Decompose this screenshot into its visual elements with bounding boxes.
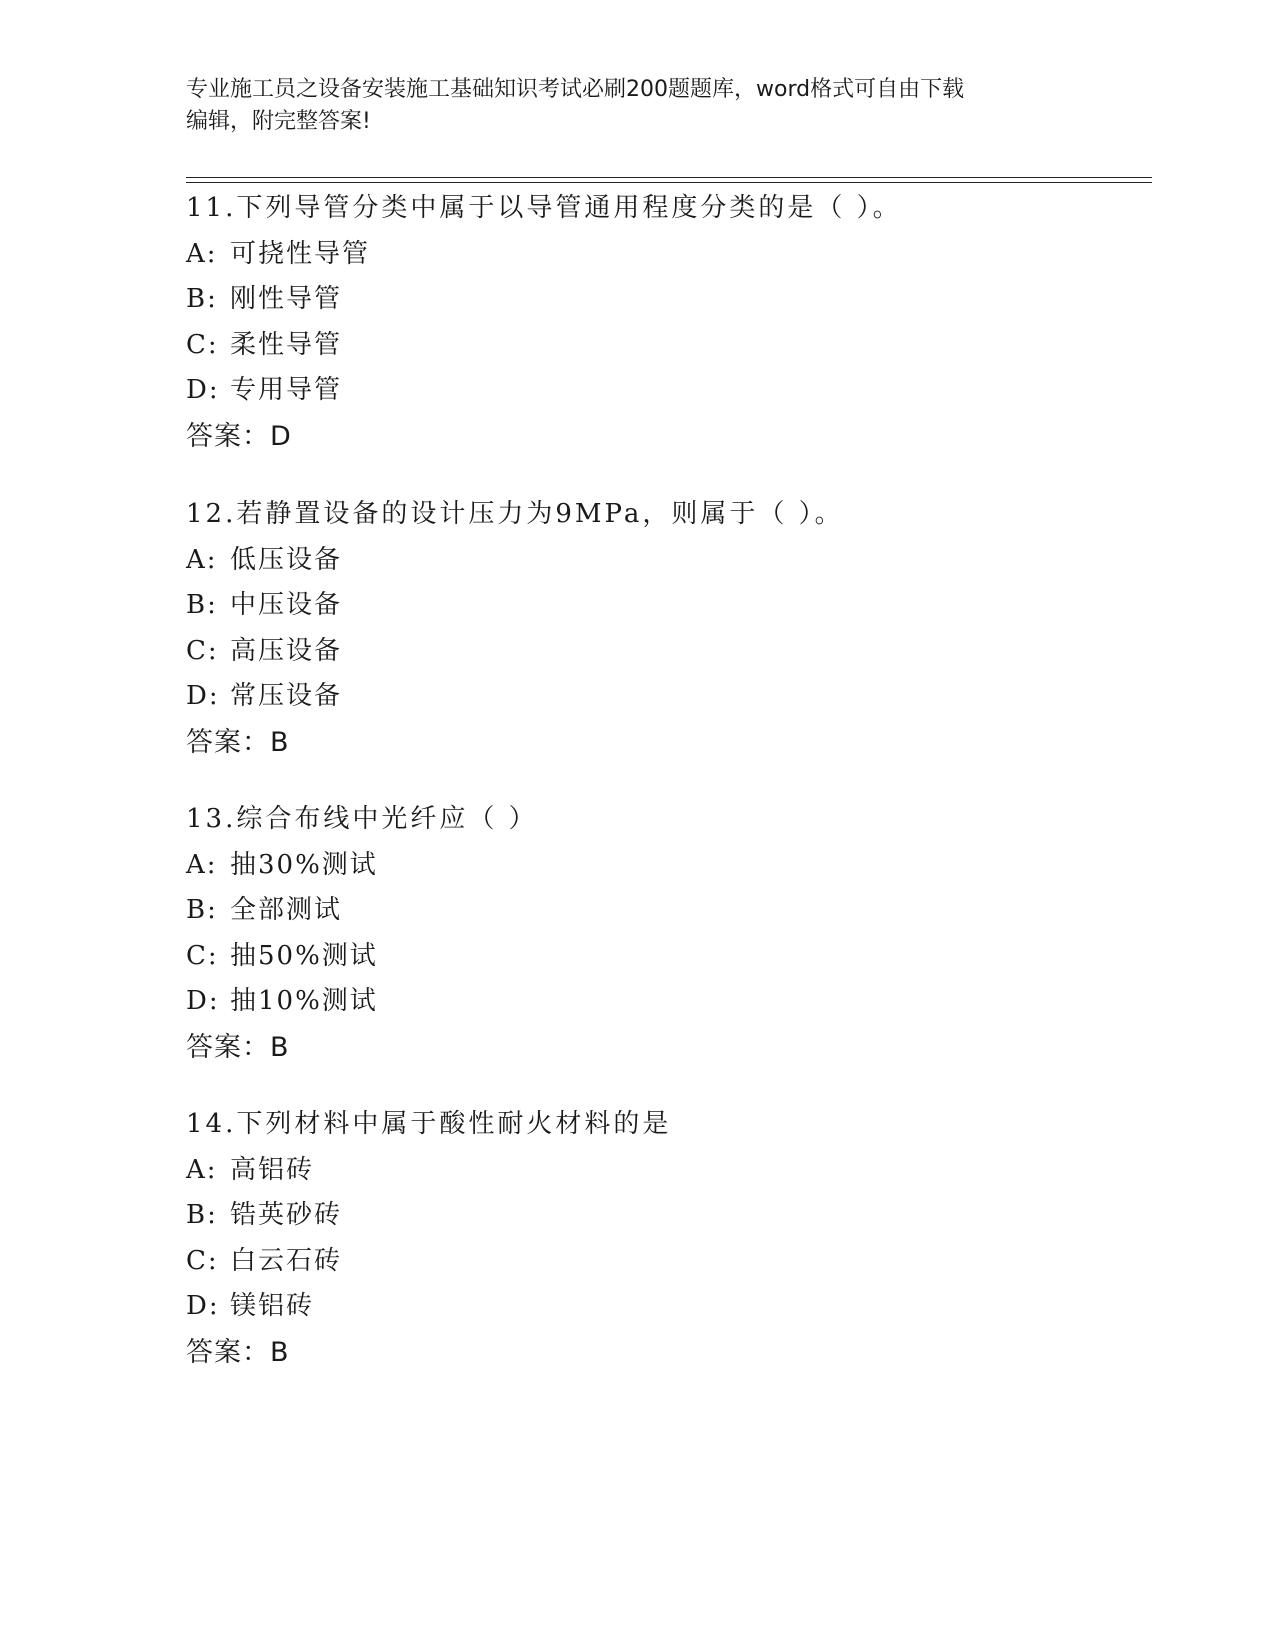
header-divider-bottom	[186, 182, 1152, 183]
option-a	[186, 843, 1146, 889]
option-text: 刚性导管	[230, 284, 343, 314]
question-stem: 13.综合布线中光纤应（ ）	[186, 804, 538, 834]
answer-line: 答案：D	[186, 420, 292, 452]
option-c	[186, 934, 1146, 980]
option-letter: C:	[186, 940, 219, 971]
option-text: 镁铝砖	[230, 1291, 315, 1321]
option-c	[186, 629, 1146, 675]
option-text: 抽10%测试	[230, 986, 378, 1016]
option-a	[186, 232, 1146, 278]
option-letter: B:	[186, 284, 218, 314]
option-c	[186, 323, 1146, 369]
option-b	[186, 888, 1146, 934]
option-d	[186, 1284, 1146, 1330]
option-text: 柔性导管	[230, 329, 343, 360]
option-letter: C:	[186, 1245, 219, 1276]
option-letter: C:	[186, 329, 219, 360]
header-title-line-2: 编辑，附完整答案!	[186, 109, 371, 134]
question-13	[186, 797, 1146, 1070]
option-letter: B:	[186, 1200, 218, 1230]
option-letter: D:	[186, 1291, 220, 1321]
option-letter: A:	[186, 238, 218, 269]
question-11	[186, 186, 1146, 459]
option-text: 白云石砖	[230, 1245, 343, 1276]
option-b	[186, 277, 1146, 323]
option-letter: A:	[186, 544, 218, 575]
option-letter: B:	[186, 895, 218, 925]
question-12	[186, 492, 1146, 765]
option-text: 高铝砖	[230, 1154, 315, 1185]
option-letter: A:	[186, 849, 218, 880]
option-text: 抽50%测试	[230, 940, 378, 971]
option-text: 锆英砂砖	[230, 1200, 343, 1230]
option-text: 低压设备	[230, 544, 343, 575]
option-text: 专用导管	[230, 375, 343, 405]
option-a	[186, 538, 1146, 584]
option-text: 中压设备	[230, 590, 343, 620]
answer-line: 答案：B	[186, 1336, 290, 1368]
option-c	[186, 1239, 1146, 1285]
option-text: 常压设备	[230, 681, 343, 711]
option-text: 高压设备	[230, 635, 343, 666]
option-b	[186, 583, 1146, 629]
header-title-line-1: 专业施工员之设备安装施工基础知识考试必刷200题题库，word格式可自由下载	[186, 77, 965, 102]
option-text: 抽30%测试	[230, 849, 378, 880]
option-letter: C:	[186, 635, 219, 666]
option-letter: B:	[186, 590, 218, 620]
document-header	[186, 74, 1086, 138]
answer-line: 答案：B	[186, 1031, 290, 1063]
option-a	[186, 1148, 1146, 1194]
option-letter: A:	[186, 1154, 218, 1185]
option-text: 可挠性导管	[230, 238, 371, 269]
question-stem: 11.下列导管分类中属于以导管通用程度分类的是（ ）。	[186, 193, 902, 223]
question-stem: 12.若静置设备的设计压力为9MPa，则属于（ ）。	[186, 499, 844, 529]
option-text: 全部测试	[230, 895, 343, 925]
option-d	[186, 368, 1146, 414]
option-letter: D:	[186, 375, 220, 405]
question-14	[186, 1102, 1146, 1375]
option-d	[186, 979, 1146, 1025]
option-b	[186, 1193, 1146, 1239]
option-letter: D:	[186, 986, 220, 1016]
option-d	[186, 674, 1146, 720]
header-divider-top	[186, 177, 1152, 178]
question-stem: 14.下列材料中属于酸性耐火材料的是	[186, 1109, 672, 1139]
answer-line: 答案：B	[186, 726, 290, 758]
option-letter: D:	[186, 681, 220, 711]
